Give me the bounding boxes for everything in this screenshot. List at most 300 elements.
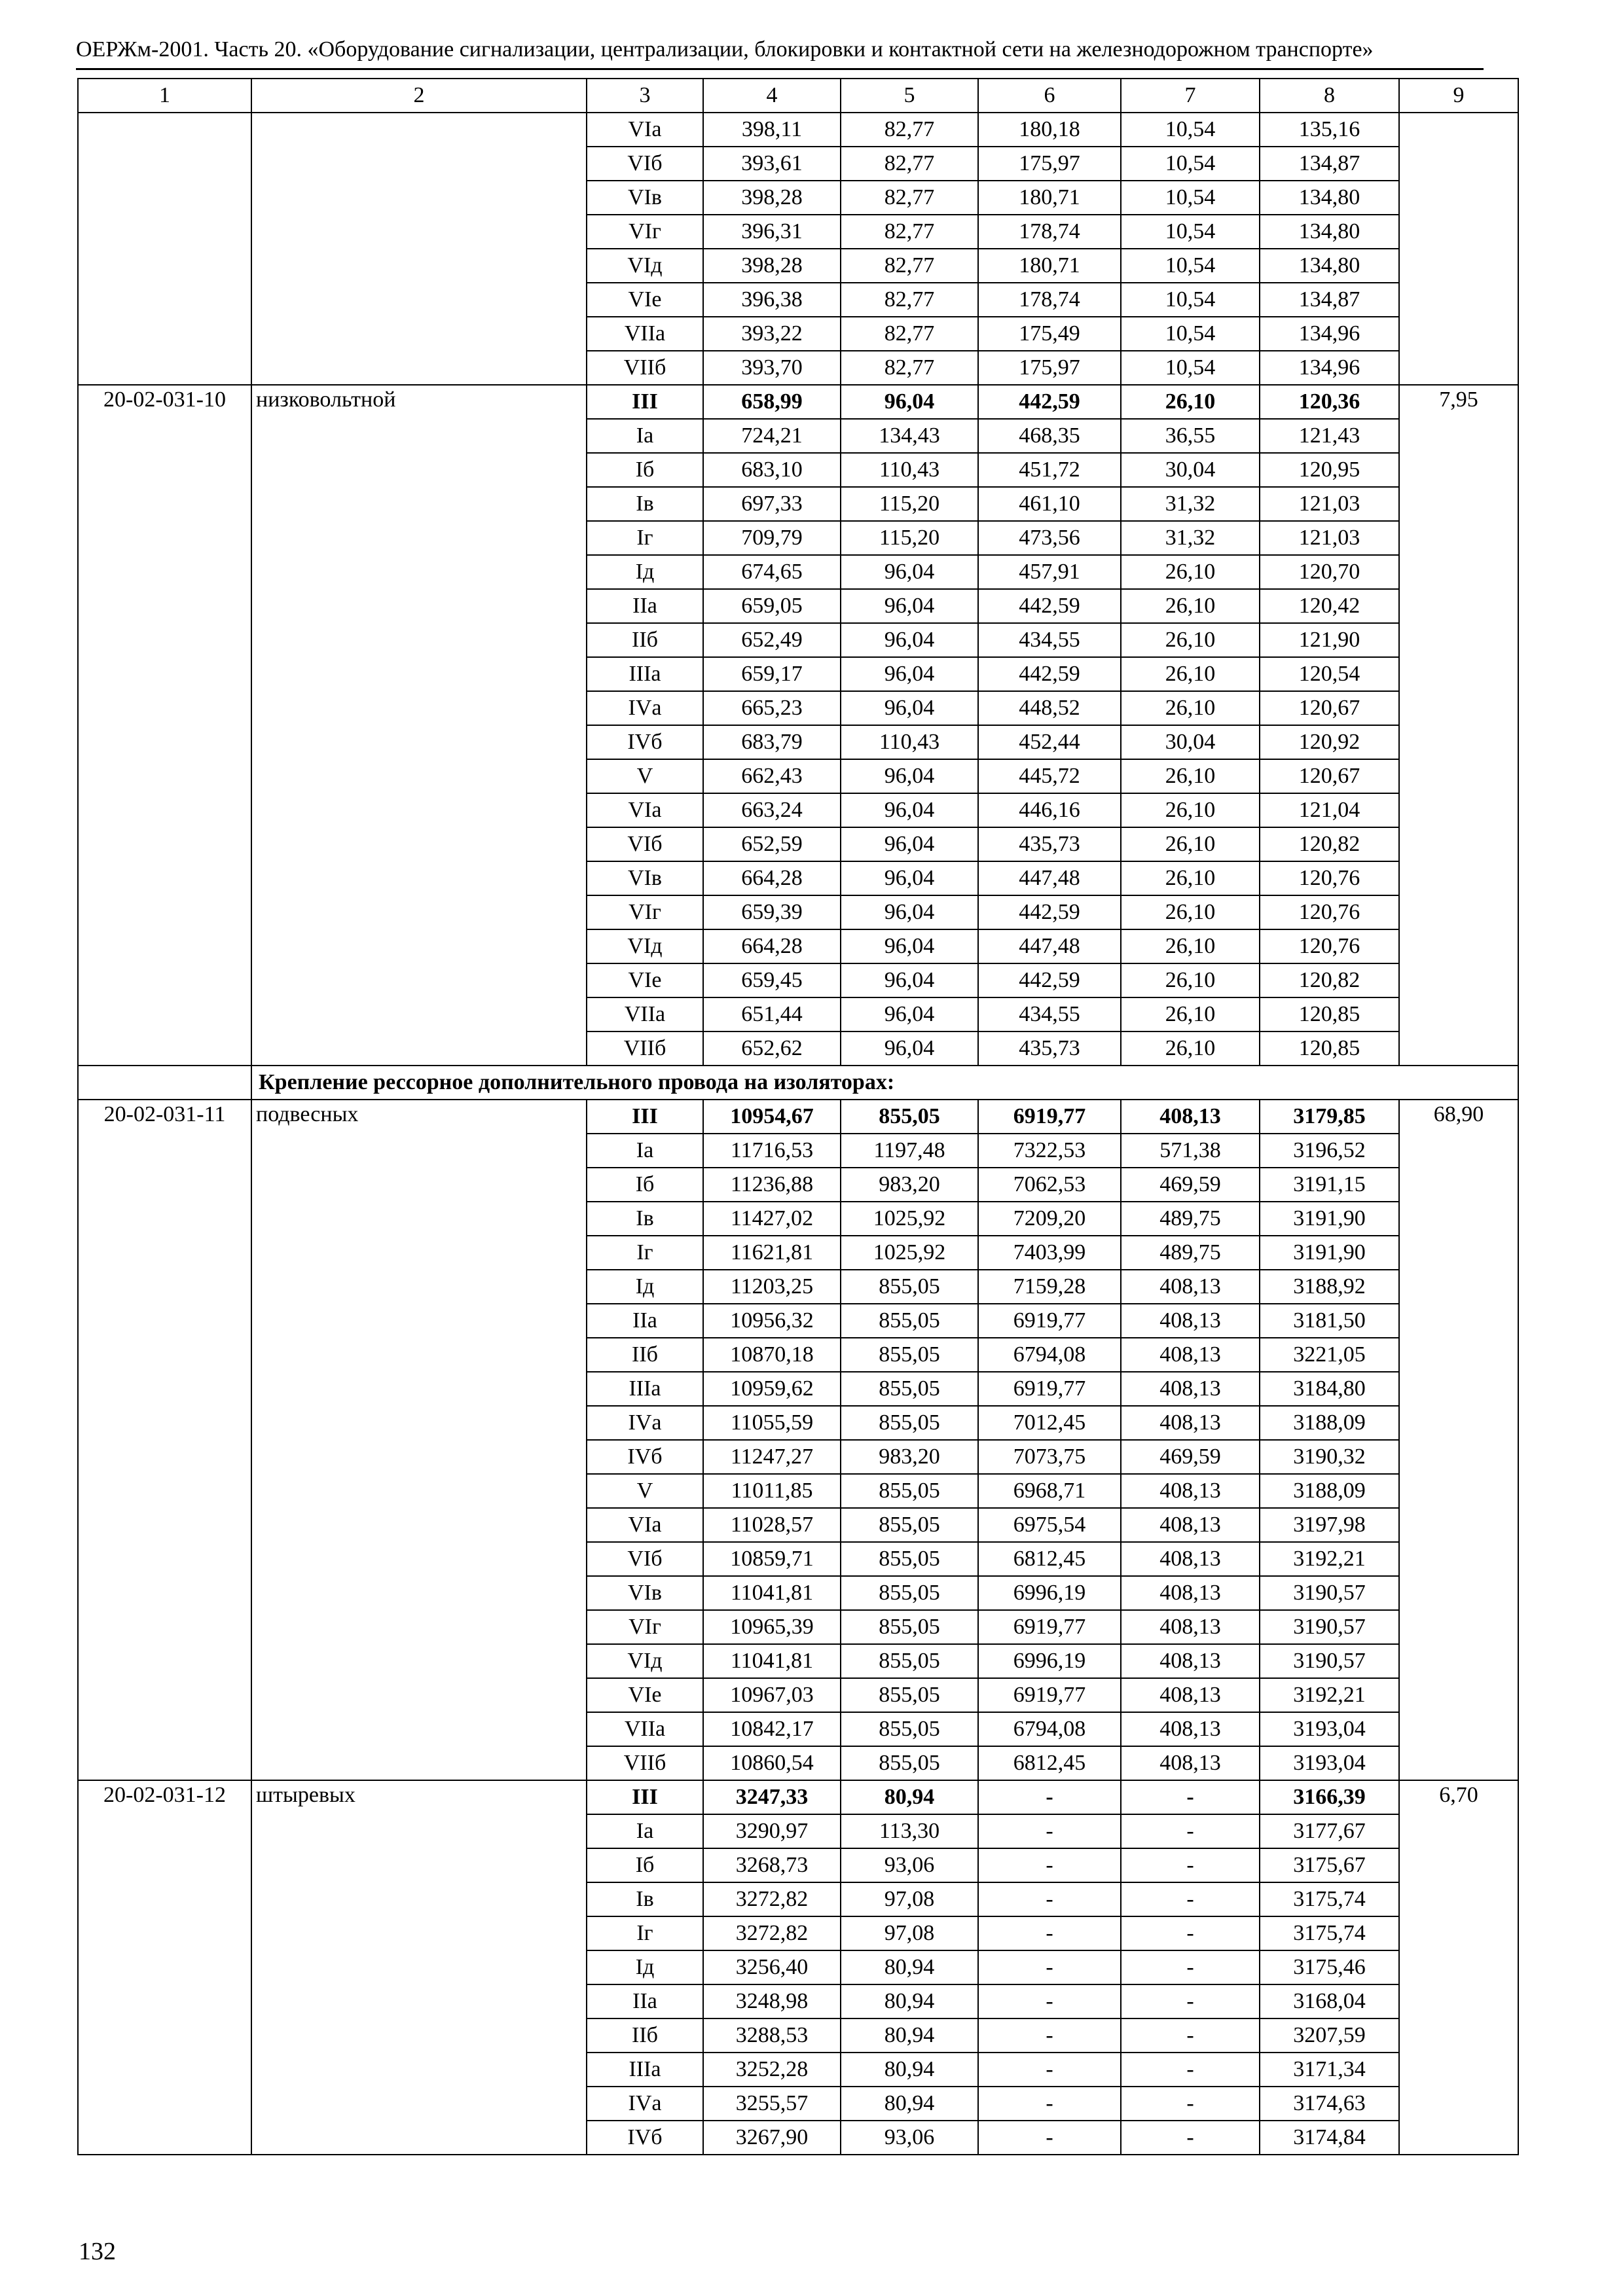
- value-cell: 120,76: [1260, 895, 1399, 929]
- value-cell: -: [978, 2087, 1121, 2121]
- value-cell: -: [1121, 2018, 1260, 2053]
- value-cell: 10,54: [1121, 283, 1260, 317]
- value-cell: 110,43: [841, 725, 978, 759]
- value-cell: 855,05: [841, 1746, 978, 1780]
- value-cell: 82,77: [841, 283, 978, 317]
- value-cell: 434,55: [978, 997, 1121, 1031]
- value-cell: 10,54: [1121, 317, 1260, 351]
- value-cell: 113,30: [841, 1814, 978, 1848]
- section-row: [78, 1066, 1518, 1100]
- value-cell: 30,04: [1121, 725, 1260, 759]
- value-cell: 3192,21: [1260, 1678, 1399, 1712]
- value-cell: 82,77: [841, 147, 978, 181]
- value-cell: 3168,04: [1260, 1984, 1399, 2018]
- value-cell: 11621,81: [703, 1236, 841, 1270]
- value-cell: 26,10: [1121, 929, 1260, 963]
- value-cell: 120,92: [1260, 725, 1399, 759]
- value-cell: 11427,02: [703, 1202, 841, 1236]
- value-cell: 82,77: [841, 351, 978, 385]
- name-cell: [251, 113, 587, 385]
- value-cell: 3179,85: [1260, 1100, 1399, 1134]
- value-cell: 121,04: [1260, 793, 1399, 827]
- value-cell: 96,04: [841, 861, 978, 895]
- zone-cell: V: [587, 1474, 703, 1508]
- value-cell: 6794,08: [978, 1338, 1121, 1372]
- value-cell: 26,10: [1121, 555, 1260, 589]
- value-cell: 120,54: [1260, 657, 1399, 691]
- value-cell: 3196,52: [1260, 1134, 1399, 1168]
- zone-cell: III: [587, 385, 703, 419]
- zone-cell: IIа: [587, 1304, 703, 1338]
- value-cell: 662,43: [703, 759, 841, 793]
- value-cell: 445,72: [978, 759, 1121, 793]
- value-cell: 408,13: [1121, 1576, 1260, 1610]
- value-cell: 10860,54: [703, 1746, 841, 1780]
- value-cell: 6919,77: [978, 1610, 1121, 1644]
- value-cell: 82,77: [841, 317, 978, 351]
- value-cell: 408,13: [1121, 1372, 1260, 1406]
- value-cell: -: [1121, 1780, 1260, 1814]
- page-number: 132: [79, 2238, 116, 2265]
- value-cell: 26,10: [1121, 623, 1260, 657]
- value-cell: 652,59: [703, 827, 841, 861]
- value-cell: 855,05: [841, 1644, 978, 1678]
- column-number-cell: 8: [1260, 79, 1399, 113]
- zone-cell: IVб: [587, 2121, 703, 2155]
- section-spacer-cell: [78, 1066, 251, 1100]
- value-cell: 697,33: [703, 487, 841, 521]
- value-cell: 398,28: [703, 249, 841, 283]
- value-cell: 674,65: [703, 555, 841, 589]
- value-cell: 855,05: [841, 1372, 978, 1406]
- value-cell: 11203,25: [703, 1270, 841, 1304]
- value-cell: 393,61: [703, 147, 841, 181]
- value-cell: 447,48: [978, 861, 1121, 895]
- column-number-cell: 4: [703, 79, 841, 113]
- zone-cell: IVб: [587, 725, 703, 759]
- zone-cell: IVа: [587, 1406, 703, 1440]
- zone-cell: IIIа: [587, 1372, 703, 1406]
- value-cell: 396,31: [703, 215, 841, 249]
- value-cell: -: [978, 1848, 1121, 1882]
- value-cell: 3190,32: [1260, 1440, 1399, 1474]
- column-number-cell: 5: [841, 79, 978, 113]
- value-cell: 469,59: [1121, 1440, 1260, 1474]
- value-cell: 434,55: [978, 623, 1121, 657]
- value-cell: 11041,81: [703, 1644, 841, 1678]
- value-cell: 652,62: [703, 1031, 841, 1066]
- value-cell: 3191,15: [1260, 1168, 1399, 1202]
- value-cell: 3174,84: [1260, 2121, 1399, 2155]
- code-cell: 20-02-031-10: [78, 385, 251, 1066]
- value-cell: 489,75: [1121, 1202, 1260, 1236]
- value-cell: -: [1121, 2121, 1260, 2155]
- value-cell: 3177,67: [1260, 1814, 1399, 1848]
- value-cell: 96,04: [841, 691, 978, 725]
- value-cell: 442,59: [978, 385, 1121, 419]
- value-cell: -: [978, 2121, 1121, 2155]
- value-cell: 6919,77: [978, 1304, 1121, 1338]
- value-cell: 1025,92: [841, 1236, 978, 1270]
- value-cell: 3268,73: [703, 1848, 841, 1882]
- value-cell: -: [978, 1780, 1121, 1814]
- column-number-cell: 9: [1399, 79, 1518, 113]
- value-cell: 26,10: [1121, 657, 1260, 691]
- value-cell: 3188,09: [1260, 1406, 1399, 1440]
- value-cell: 855,05: [841, 1270, 978, 1304]
- value-cell: 120,42: [1260, 589, 1399, 623]
- norm-cell: 68,90: [1399, 1100, 1518, 1780]
- value-cell: 3256,40: [703, 1950, 841, 1984]
- zone-cell: IIа: [587, 589, 703, 623]
- value-cell: 6919,77: [978, 1100, 1121, 1134]
- value-cell: 3207,59: [1260, 2018, 1399, 2053]
- zone-cell: Iб: [587, 1168, 703, 1202]
- name-cell: низковольтной: [251, 385, 587, 1066]
- value-cell: -: [978, 1882, 1121, 1916]
- value-cell: 3174,63: [1260, 2087, 1399, 2121]
- value-cell: 3175,74: [1260, 1916, 1399, 1950]
- value-cell: 82,77: [841, 181, 978, 215]
- zone-cell: VIа: [587, 793, 703, 827]
- value-cell: 468,35: [978, 419, 1121, 453]
- value-cell: 82,77: [841, 113, 978, 147]
- value-cell: 26,10: [1121, 861, 1260, 895]
- value-cell: 11041,81: [703, 1576, 841, 1610]
- zone-cell: VIа: [587, 1508, 703, 1542]
- value-cell: 10,54: [1121, 249, 1260, 283]
- zone-cell: VIа: [587, 113, 703, 147]
- value-cell: 180,71: [978, 249, 1121, 283]
- value-cell: 855,05: [841, 1338, 978, 1372]
- value-cell: 6812,45: [978, 1746, 1121, 1780]
- value-cell: 3248,98: [703, 1984, 841, 2018]
- value-cell: 408,13: [1121, 1100, 1260, 1134]
- value-cell: 3288,53: [703, 2018, 841, 2053]
- value-cell: 10,54: [1121, 147, 1260, 181]
- value-cell: 683,10: [703, 453, 841, 487]
- zone-cell: Iд: [587, 555, 703, 589]
- zone-cell: Iг: [587, 521, 703, 555]
- value-cell: 82,77: [841, 215, 978, 249]
- value-cell: 855,05: [841, 1678, 978, 1712]
- value-cell: 3192,21: [1260, 1542, 1399, 1576]
- value-cell: 983,20: [841, 1168, 978, 1202]
- value-cell: -: [1121, 2053, 1260, 2087]
- value-cell: 120,85: [1260, 997, 1399, 1031]
- value-cell: 3190,57: [1260, 1644, 1399, 1678]
- value-cell: -: [1121, 1984, 1260, 2018]
- value-cell: 96,04: [841, 589, 978, 623]
- section-title: Крепление рессорное дополнительного провода на изоляторах:: [251, 1066, 1518, 1100]
- value-cell: 26,10: [1121, 1031, 1260, 1066]
- value-cell: 26,10: [1121, 963, 1260, 997]
- zone-cell: IIб: [587, 623, 703, 657]
- value-cell: 408,13: [1121, 1474, 1260, 1508]
- value-cell: 855,05: [841, 1576, 978, 1610]
- value-cell: -: [1121, 1814, 1260, 1848]
- zone-cell: III: [587, 1780, 703, 1814]
- value-cell: 120,67: [1260, 759, 1399, 793]
- table-row: [78, 385, 1518, 419]
- value-cell: 80,94: [841, 1984, 978, 2018]
- running-header: ОЕРЖм-2001. Часть 20. «Оборудование сигнализации, централизации, блокировки и контактной сети на железнодорожном транспорте»: [76, 37, 1374, 62]
- value-cell: 120,76: [1260, 929, 1399, 963]
- value-cell: 447,48: [978, 929, 1121, 963]
- value-cell: 408,13: [1121, 1338, 1260, 1372]
- value-cell: 652,49: [703, 623, 841, 657]
- value-cell: -: [978, 1984, 1121, 2018]
- zone-cell: Iв: [587, 1882, 703, 1916]
- value-cell: 26,10: [1121, 385, 1260, 419]
- value-cell: 10965,39: [703, 1610, 841, 1644]
- value-cell: 461,10: [978, 487, 1121, 521]
- value-cell: 7062,53: [978, 1168, 1121, 1202]
- name-cell: штыревых: [251, 1780, 587, 2155]
- value-cell: 134,87: [1260, 147, 1399, 181]
- value-cell: 442,59: [978, 589, 1121, 623]
- value-cell: 96,04: [841, 793, 978, 827]
- name-cell: подвесных: [251, 1100, 587, 1780]
- value-cell: 120,70: [1260, 555, 1399, 589]
- value-cell: 3175,67: [1260, 1848, 1399, 1882]
- value-cell: 442,59: [978, 963, 1121, 997]
- value-cell: 3191,90: [1260, 1236, 1399, 1270]
- value-cell: 11716,53: [703, 1134, 841, 1168]
- value-cell: 134,43: [841, 419, 978, 453]
- value-cell: 408,13: [1121, 1712, 1260, 1746]
- zone-cell: VIг: [587, 215, 703, 249]
- value-cell: 855,05: [841, 1304, 978, 1338]
- value-cell: 26,10: [1121, 759, 1260, 793]
- value-cell: -: [1121, 1916, 1260, 1950]
- value-cell: -: [978, 2053, 1121, 2087]
- value-cell: 408,13: [1121, 1644, 1260, 1678]
- value-cell: 11055,59: [703, 1406, 841, 1440]
- value-cell: 651,44: [703, 997, 841, 1031]
- value-cell: 26,10: [1121, 997, 1260, 1031]
- value-cell: 80,94: [841, 2053, 978, 2087]
- table-row: [78, 113, 1518, 147]
- value-cell: 3290,97: [703, 1814, 841, 1848]
- value-cell: 709,79: [703, 521, 841, 555]
- value-cell: 10,54: [1121, 181, 1260, 215]
- value-cell: 121,90: [1260, 623, 1399, 657]
- value-cell: 408,13: [1121, 1406, 1260, 1440]
- value-cell: 11011,85: [703, 1474, 841, 1508]
- column-number-cell: 7: [1121, 79, 1260, 113]
- value-cell: 442,59: [978, 657, 1121, 691]
- value-cell: 93,06: [841, 1848, 978, 1882]
- value-cell: 30,04: [1121, 453, 1260, 487]
- value-cell: 3193,04: [1260, 1746, 1399, 1780]
- value-cell: 82,77: [841, 249, 978, 283]
- zone-cell: VIб: [587, 827, 703, 861]
- value-cell: 1025,92: [841, 1202, 978, 1236]
- value-cell: 446,16: [978, 793, 1121, 827]
- column-number-cell: 1: [78, 79, 251, 113]
- zone-cell: VIIб: [587, 1746, 703, 1780]
- value-cell: 97,08: [841, 1916, 978, 1950]
- code-cell: 20-02-031-11: [78, 1100, 251, 1780]
- value-cell: 442,59: [978, 895, 1121, 929]
- value-cell: 96,04: [841, 657, 978, 691]
- value-cell: 121,03: [1260, 487, 1399, 521]
- value-cell: 855,05: [841, 1406, 978, 1440]
- value-cell: 135,16: [1260, 113, 1399, 147]
- value-cell: 408,13: [1121, 1270, 1260, 1304]
- value-cell: 469,59: [1121, 1168, 1260, 1202]
- value-cell: 134,80: [1260, 215, 1399, 249]
- zone-cell: VIд: [587, 929, 703, 963]
- value-cell: 10870,18: [703, 1338, 841, 1372]
- value-cell: 178,74: [978, 215, 1121, 249]
- value-cell: 659,05: [703, 589, 841, 623]
- value-cell: 120,95: [1260, 453, 1399, 487]
- value-cell: 7209,20: [978, 1202, 1121, 1236]
- zone-cell: III: [587, 1100, 703, 1134]
- zone-cell: VIе: [587, 963, 703, 997]
- norm-cell: [1399, 113, 1518, 385]
- zone-cell: VIIа: [587, 997, 703, 1031]
- value-cell: 683,79: [703, 725, 841, 759]
- value-cell: 665,23: [703, 691, 841, 725]
- value-cell: 3221,05: [1260, 1338, 1399, 1372]
- value-cell: 855,05: [841, 1610, 978, 1644]
- value-cell: 3191,90: [1260, 1202, 1399, 1236]
- zone-cell: VIв: [587, 181, 703, 215]
- value-cell: -: [1121, 1848, 1260, 1882]
- value-cell: 26,10: [1121, 895, 1260, 929]
- price-table: [77, 78, 1519, 2155]
- value-cell: 96,04: [841, 895, 978, 929]
- value-cell: 120,82: [1260, 827, 1399, 861]
- zone-cell: Iа: [587, 1814, 703, 1848]
- zone-cell: VIд: [587, 249, 703, 283]
- value-cell: 36,55: [1121, 419, 1260, 453]
- value-cell: 96,04: [841, 827, 978, 861]
- value-cell: 96,04: [841, 623, 978, 657]
- value-cell: 96,04: [841, 555, 978, 589]
- zone-cell: Iв: [587, 487, 703, 521]
- zone-cell: Iд: [587, 1950, 703, 1984]
- value-cell: 80,94: [841, 1950, 978, 1984]
- value-cell: 6968,71: [978, 1474, 1121, 1508]
- value-cell: 96,04: [841, 385, 978, 419]
- value-cell: 26,10: [1121, 793, 1260, 827]
- zone-cell: IIIа: [587, 2053, 703, 2087]
- value-cell: 663,24: [703, 793, 841, 827]
- value-cell: 115,20: [841, 521, 978, 555]
- value-cell: 10956,32: [703, 1304, 841, 1338]
- zone-cell: IVб: [587, 1440, 703, 1474]
- value-cell: 398,11: [703, 113, 841, 147]
- value-cell: 180,71: [978, 181, 1121, 215]
- value-cell: 408,13: [1121, 1304, 1260, 1338]
- zone-cell: VIIб: [587, 1031, 703, 1066]
- value-cell: 80,94: [841, 2018, 978, 2053]
- zone-cell: IIб: [587, 2018, 703, 2053]
- value-cell: -: [1121, 1950, 1260, 1984]
- value-cell: 10,54: [1121, 113, 1260, 147]
- value-cell: 10859,71: [703, 1542, 841, 1576]
- value-cell: 3181,50: [1260, 1304, 1399, 1338]
- zone-cell: IVа: [587, 691, 703, 725]
- value-cell: 983,20: [841, 1440, 978, 1474]
- value-cell: 3171,34: [1260, 2053, 1399, 2087]
- value-cell: 457,91: [978, 555, 1121, 589]
- value-cell: 96,04: [841, 759, 978, 793]
- value-cell: 408,13: [1121, 1746, 1260, 1780]
- value-cell: 6812,45: [978, 1542, 1121, 1576]
- value-cell: 664,28: [703, 929, 841, 963]
- value-cell: 855,05: [841, 1474, 978, 1508]
- value-cell: 658,99: [703, 385, 841, 419]
- column-number-cell: 6: [978, 79, 1121, 113]
- value-cell: 408,13: [1121, 1542, 1260, 1576]
- value-cell: 120,85: [1260, 1031, 1399, 1066]
- value-cell: 7012,45: [978, 1406, 1121, 1440]
- value-cell: 10,54: [1121, 351, 1260, 385]
- zone-cell: Iв: [587, 1202, 703, 1236]
- value-cell: 473,56: [978, 521, 1121, 555]
- zone-cell: Iа: [587, 1134, 703, 1168]
- value-cell: 6975,54: [978, 1508, 1121, 1542]
- table-body: [78, 79, 1518, 2155]
- value-cell: 855,05: [841, 1100, 978, 1134]
- value-cell: -: [1121, 2087, 1260, 2121]
- zone-cell: VIб: [587, 147, 703, 181]
- value-cell: 134,80: [1260, 181, 1399, 215]
- value-cell: 489,75: [1121, 1236, 1260, 1270]
- value-cell: 10,54: [1121, 215, 1260, 249]
- value-cell: -: [978, 1814, 1121, 1848]
- value-cell: 408,13: [1121, 1678, 1260, 1712]
- value-cell: 3184,80: [1260, 1372, 1399, 1406]
- value-cell: 451,72: [978, 453, 1121, 487]
- value-cell: 3175,74: [1260, 1882, 1399, 1916]
- norm-cell: 7,95: [1399, 385, 1518, 1066]
- value-cell: 3190,57: [1260, 1576, 1399, 1610]
- zone-cell: VIIа: [587, 317, 703, 351]
- value-cell: 3190,57: [1260, 1610, 1399, 1644]
- value-cell: 7322,53: [978, 1134, 1121, 1168]
- zone-cell: Iг: [587, 1916, 703, 1950]
- code-cell: 20-02-031-12: [78, 1780, 251, 2155]
- value-cell: 96,04: [841, 1031, 978, 1066]
- value-cell: 3193,04: [1260, 1712, 1399, 1746]
- value-cell: 26,10: [1121, 691, 1260, 725]
- table-row: [78, 1100, 1518, 1134]
- value-cell: 134,96: [1260, 317, 1399, 351]
- zone-cell: Iг: [587, 1236, 703, 1270]
- value-cell: 80,94: [841, 2087, 978, 2121]
- value-cell: 1197,48: [841, 1134, 978, 1168]
- value-cell: 121,43: [1260, 419, 1399, 453]
- zone-cell: VIд: [587, 1644, 703, 1678]
- value-cell: 93,06: [841, 2121, 978, 2155]
- value-cell: 664,28: [703, 861, 841, 895]
- zone-cell: VIг: [587, 1610, 703, 1644]
- zone-cell: VIб: [587, 1542, 703, 1576]
- value-cell: 659,17: [703, 657, 841, 691]
- zone-cell: VIв: [587, 1576, 703, 1610]
- value-cell: 175,97: [978, 351, 1121, 385]
- value-cell: 175,97: [978, 147, 1121, 181]
- value-cell: 6919,77: [978, 1678, 1121, 1712]
- code-cell: [78, 113, 251, 385]
- value-cell: -: [978, 2018, 1121, 2053]
